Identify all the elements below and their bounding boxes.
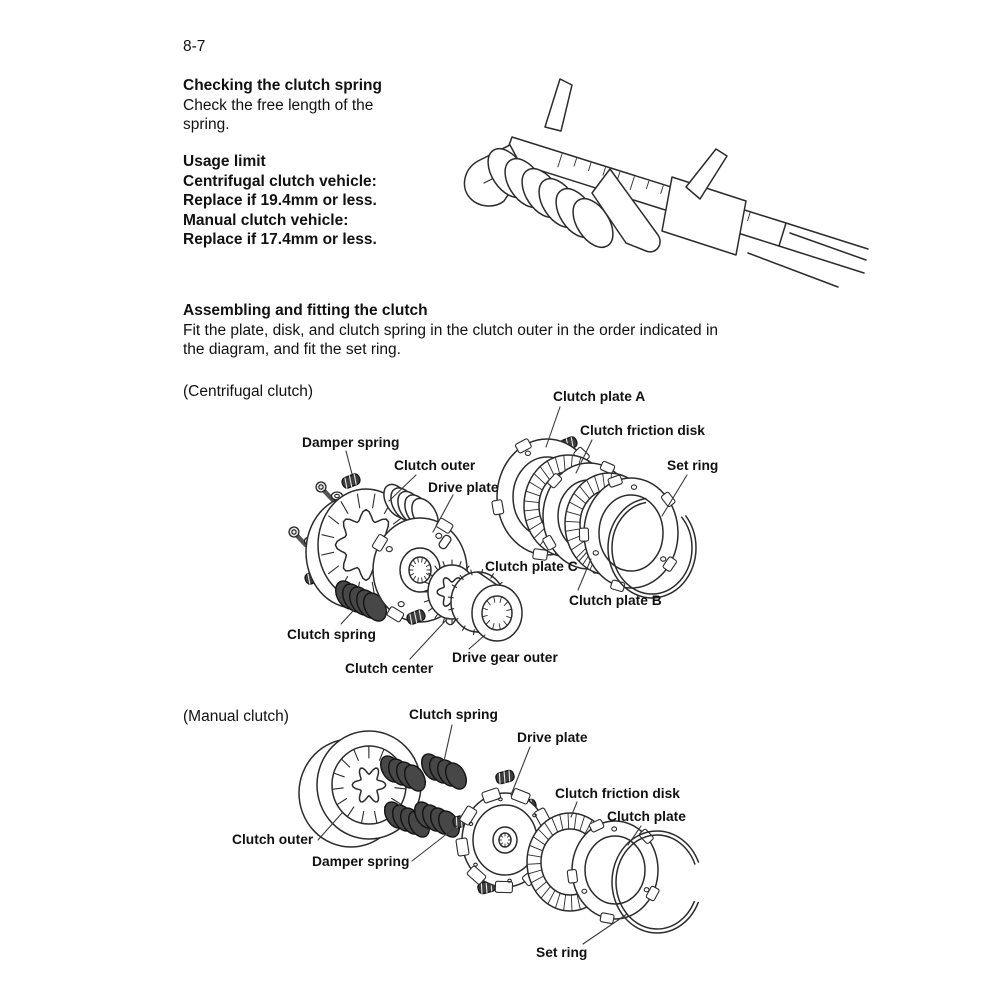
checking-title: Checking the clutch spring <box>183 77 382 94</box>
label-clutch-spring: Clutch spring <box>409 707 498 722</box>
label-drive-plate: Drive plate <box>517 730 588 745</box>
checking-body-line1: Check the free length of the <box>183 96 374 114</box>
label-clutch-plate-b: Clutch plate B <box>569 593 662 608</box>
assembling-section <box>183 301 718 360</box>
assembling-body-line1: Fit the plate, disk, and clutch spring in the clutch outer in the order indicated in <box>183 321 719 339</box>
checking-body-line2: spring. <box>183 116 230 134</box>
page-number: 8-7 <box>183 38 206 55</box>
label-set-ring: Set ring <box>536 945 588 960</box>
label-clutch-plate-a: Clutch plate A <box>553 389 646 404</box>
label-clutch-outer: Clutch outer <box>394 458 476 473</box>
drive-gear-outer-part <box>448 569 522 641</box>
caliper-fixed-inner-jaw <box>545 79 572 131</box>
label-drive-gear-outer: Drive gear outer <box>452 650 558 665</box>
manual-clutch-diagram <box>290 705 810 975</box>
assembling-body-line2: the diagram, and fit the set ring. <box>183 341 401 359</box>
damper-spring-part <box>341 473 362 490</box>
checking-section <box>183 76 382 135</box>
label-clutch-friction-disk: Clutch friction disk <box>580 423 705 438</box>
assembling-title: Assembling and fitting the clutch <box>183 302 428 319</box>
manual-caption: (Manual clutch) <box>183 708 289 725</box>
label-clutch-plate: Clutch plate <box>607 809 686 824</box>
usage-limit-line: Manual clutch vehicle: <box>183 211 349 229</box>
label-damper-spring: Damper spring <box>312 854 410 869</box>
usage-limit-section <box>183 152 377 250</box>
usage-limit-line: Replace if 19.4mm or less. <box>183 192 377 210</box>
usage-limit-line: Centrifugal clutch vehicle: <box>183 172 377 190</box>
label-damper-spring: Damper spring <box>302 435 400 450</box>
centrifugal-caption: (Centrifugal clutch) <box>183 383 314 400</box>
label-clutch-center: Clutch center <box>345 661 434 676</box>
label-clutch-friction-disk: Clutch friction disk <box>555 786 680 801</box>
damper-spring-part <box>495 769 515 784</box>
usage-limit-line: Replace if 17.4mm or less. <box>183 231 377 249</box>
caliper-illustration <box>450 65 870 290</box>
label-clutch-spring: Clutch spring <box>287 627 376 642</box>
label-drive-plate: Drive plate <box>428 480 499 495</box>
label-set-ring: Set ring <box>667 458 719 473</box>
usage-limit-title: Usage limit <box>183 153 266 170</box>
label-clutch-plate-c: Clutch plate C <box>485 559 578 574</box>
label-clutch-outer: Clutch outer <box>232 832 314 847</box>
